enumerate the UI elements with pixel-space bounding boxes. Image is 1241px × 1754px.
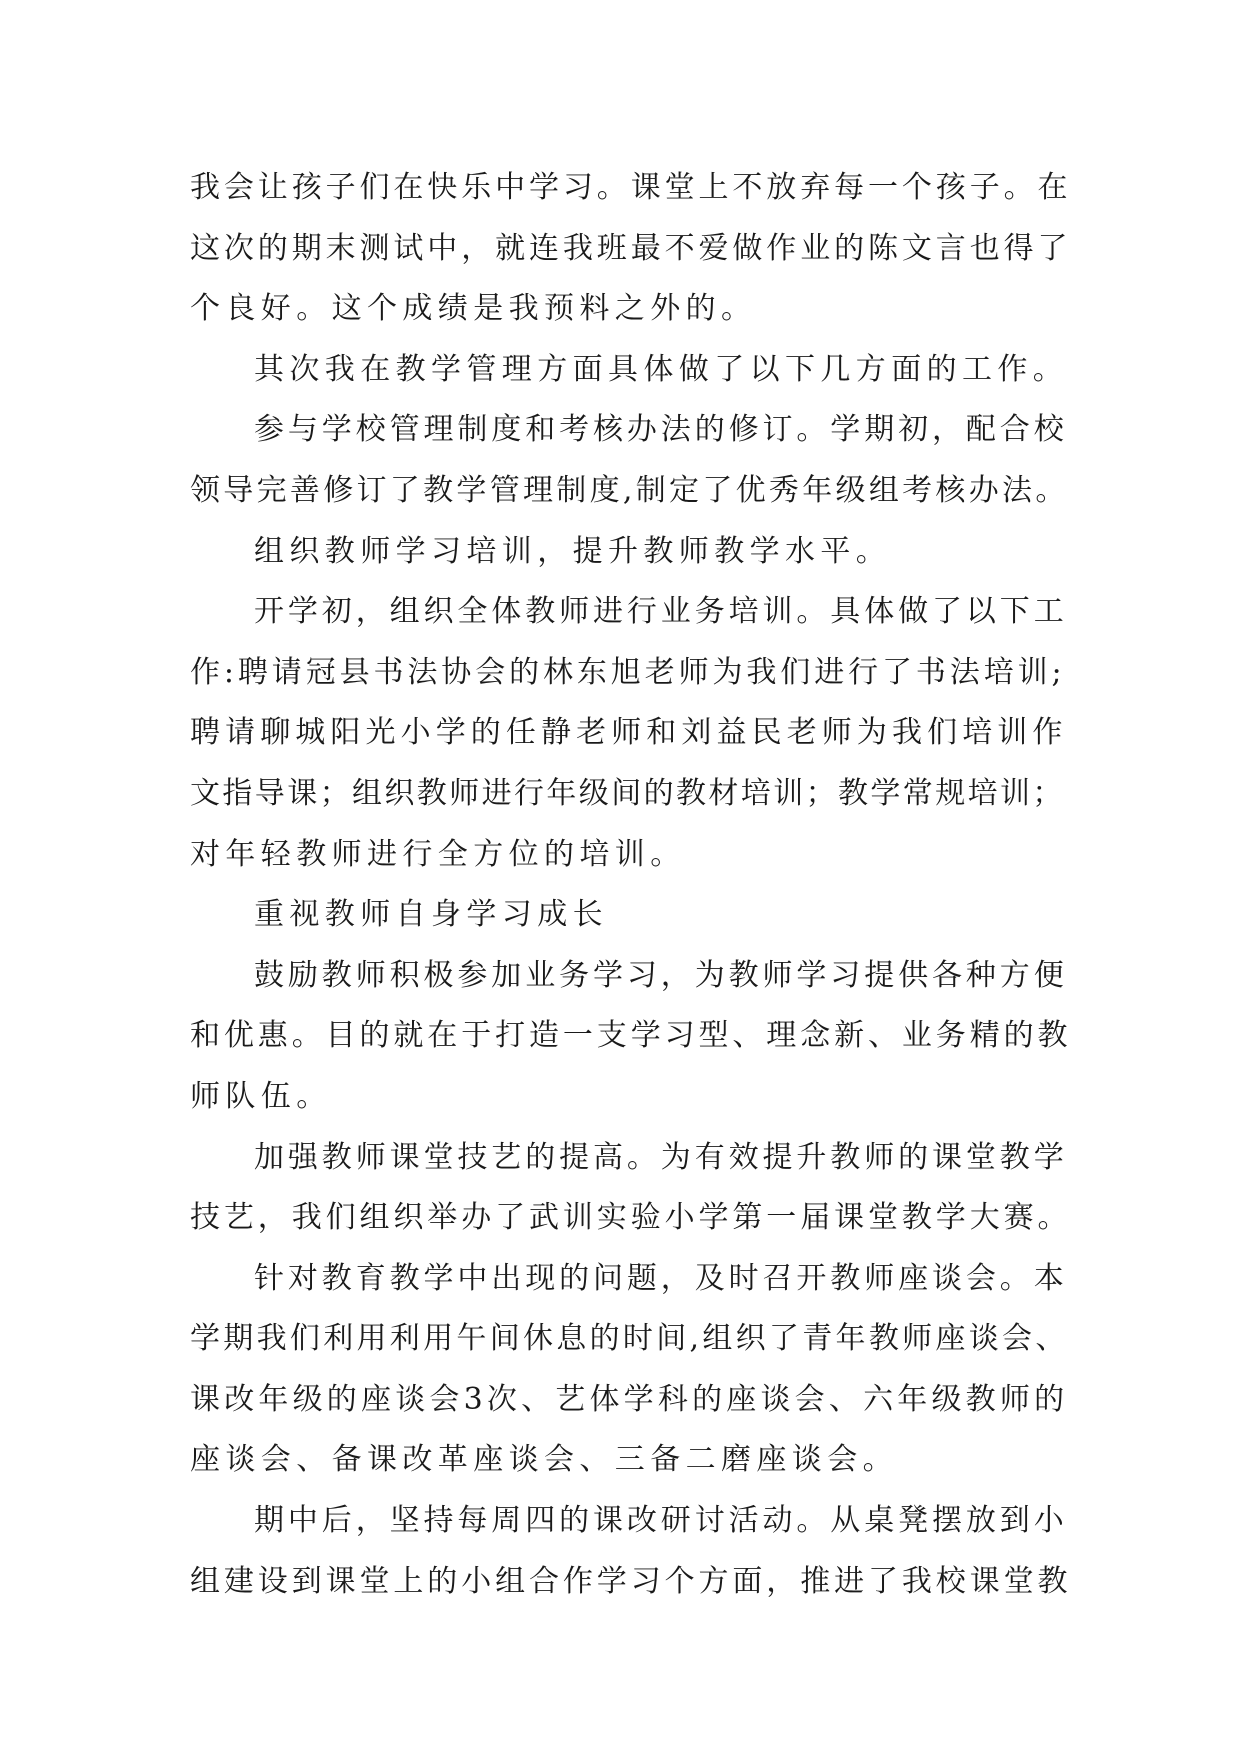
paragraph-line: 开学初，组织全体教师进行业务培训。具体做了以下工 [254, 594, 1068, 630]
paragraph-line: 鼓励教师积极参加业务学习，为教师学习提供各种方便 [254, 957, 1068, 993]
text-line: 和优惠。目的就在于打造一支学习型、理念新、业务精的教 [190, 1018, 1072, 1054]
paragraph-line: 组织教师学习培训，提升教师教学水平。 [254, 533, 892, 569]
paragraph-line: 其次我在教学管理方面具体做了以下几方面的工作。 [254, 351, 1069, 387]
text-line: 领导完善修订了教学管理制度,制定了优秀年级组考核办法。 [190, 472, 1069, 508]
paragraph-line: 期中后，坚持每周四的课改研讨活动。从桌凳摆放到小 [254, 1503, 1068, 1539]
text-line: 座谈会、备课改革座谈会、三备二磨座谈会。 [190, 1442, 898, 1478]
paragraph-line: 加强教师课堂技艺的提高。为有效提升教师的课堂教学 [254, 1139, 1068, 1175]
paragraph-line: 针对教育教学中出现的问题，及时召开教师座谈会。本 [254, 1260, 1068, 1296]
paragraph-line: 参与学校管理制度和考核办法的修订。学期初，配合校 [254, 412, 1068, 448]
section-heading: 重视教师自身学习成长 [254, 897, 608, 933]
text-line: 组建设到课堂上的小组合作学习个方面，推进了我校课堂教 [190, 1563, 1072, 1599]
text-line: 学期我们利用利用午间休息的时间,组织了青年教师座谈会、 [190, 1321, 1069, 1357]
text-line: 课改年级的座谈会3次、艺体学科的座谈会、六年级教师的 [190, 1381, 1069, 1417]
text-line: 作:聘请冠县书法协会的林东旭老师为我们进行了书法培训; [190, 654, 1066, 690]
text-line: 技艺，我们组织举办了武训实验小学第一届课堂教学大赛。 [190, 1200, 1072, 1236]
text-line: 我会让孩子们在快乐中学习。课堂上不放弃每一个孩子。在 [190, 170, 1072, 205]
text-line: 个良好。这个成绩是我预料之外的。 [190, 291, 757, 327]
text-line: 聘请聊城阳光小学的任静老师和刘益民老师为我们培训作 [190, 715, 1068, 751]
text-line: 对年轻教师进行全方位的培训。 [190, 836, 686, 872]
text-line: 文指导课；组织教师进行年级间的教材培训；教学常规培训； [190, 775, 1065, 811]
text-line: 这次的期末测试中，就连我班最不爱做作业的陈文言也得了 [190, 230, 1072, 266]
text-line: 师队伍。 [190, 1078, 332, 1114]
document-body [190, 158, 1070, 1612]
